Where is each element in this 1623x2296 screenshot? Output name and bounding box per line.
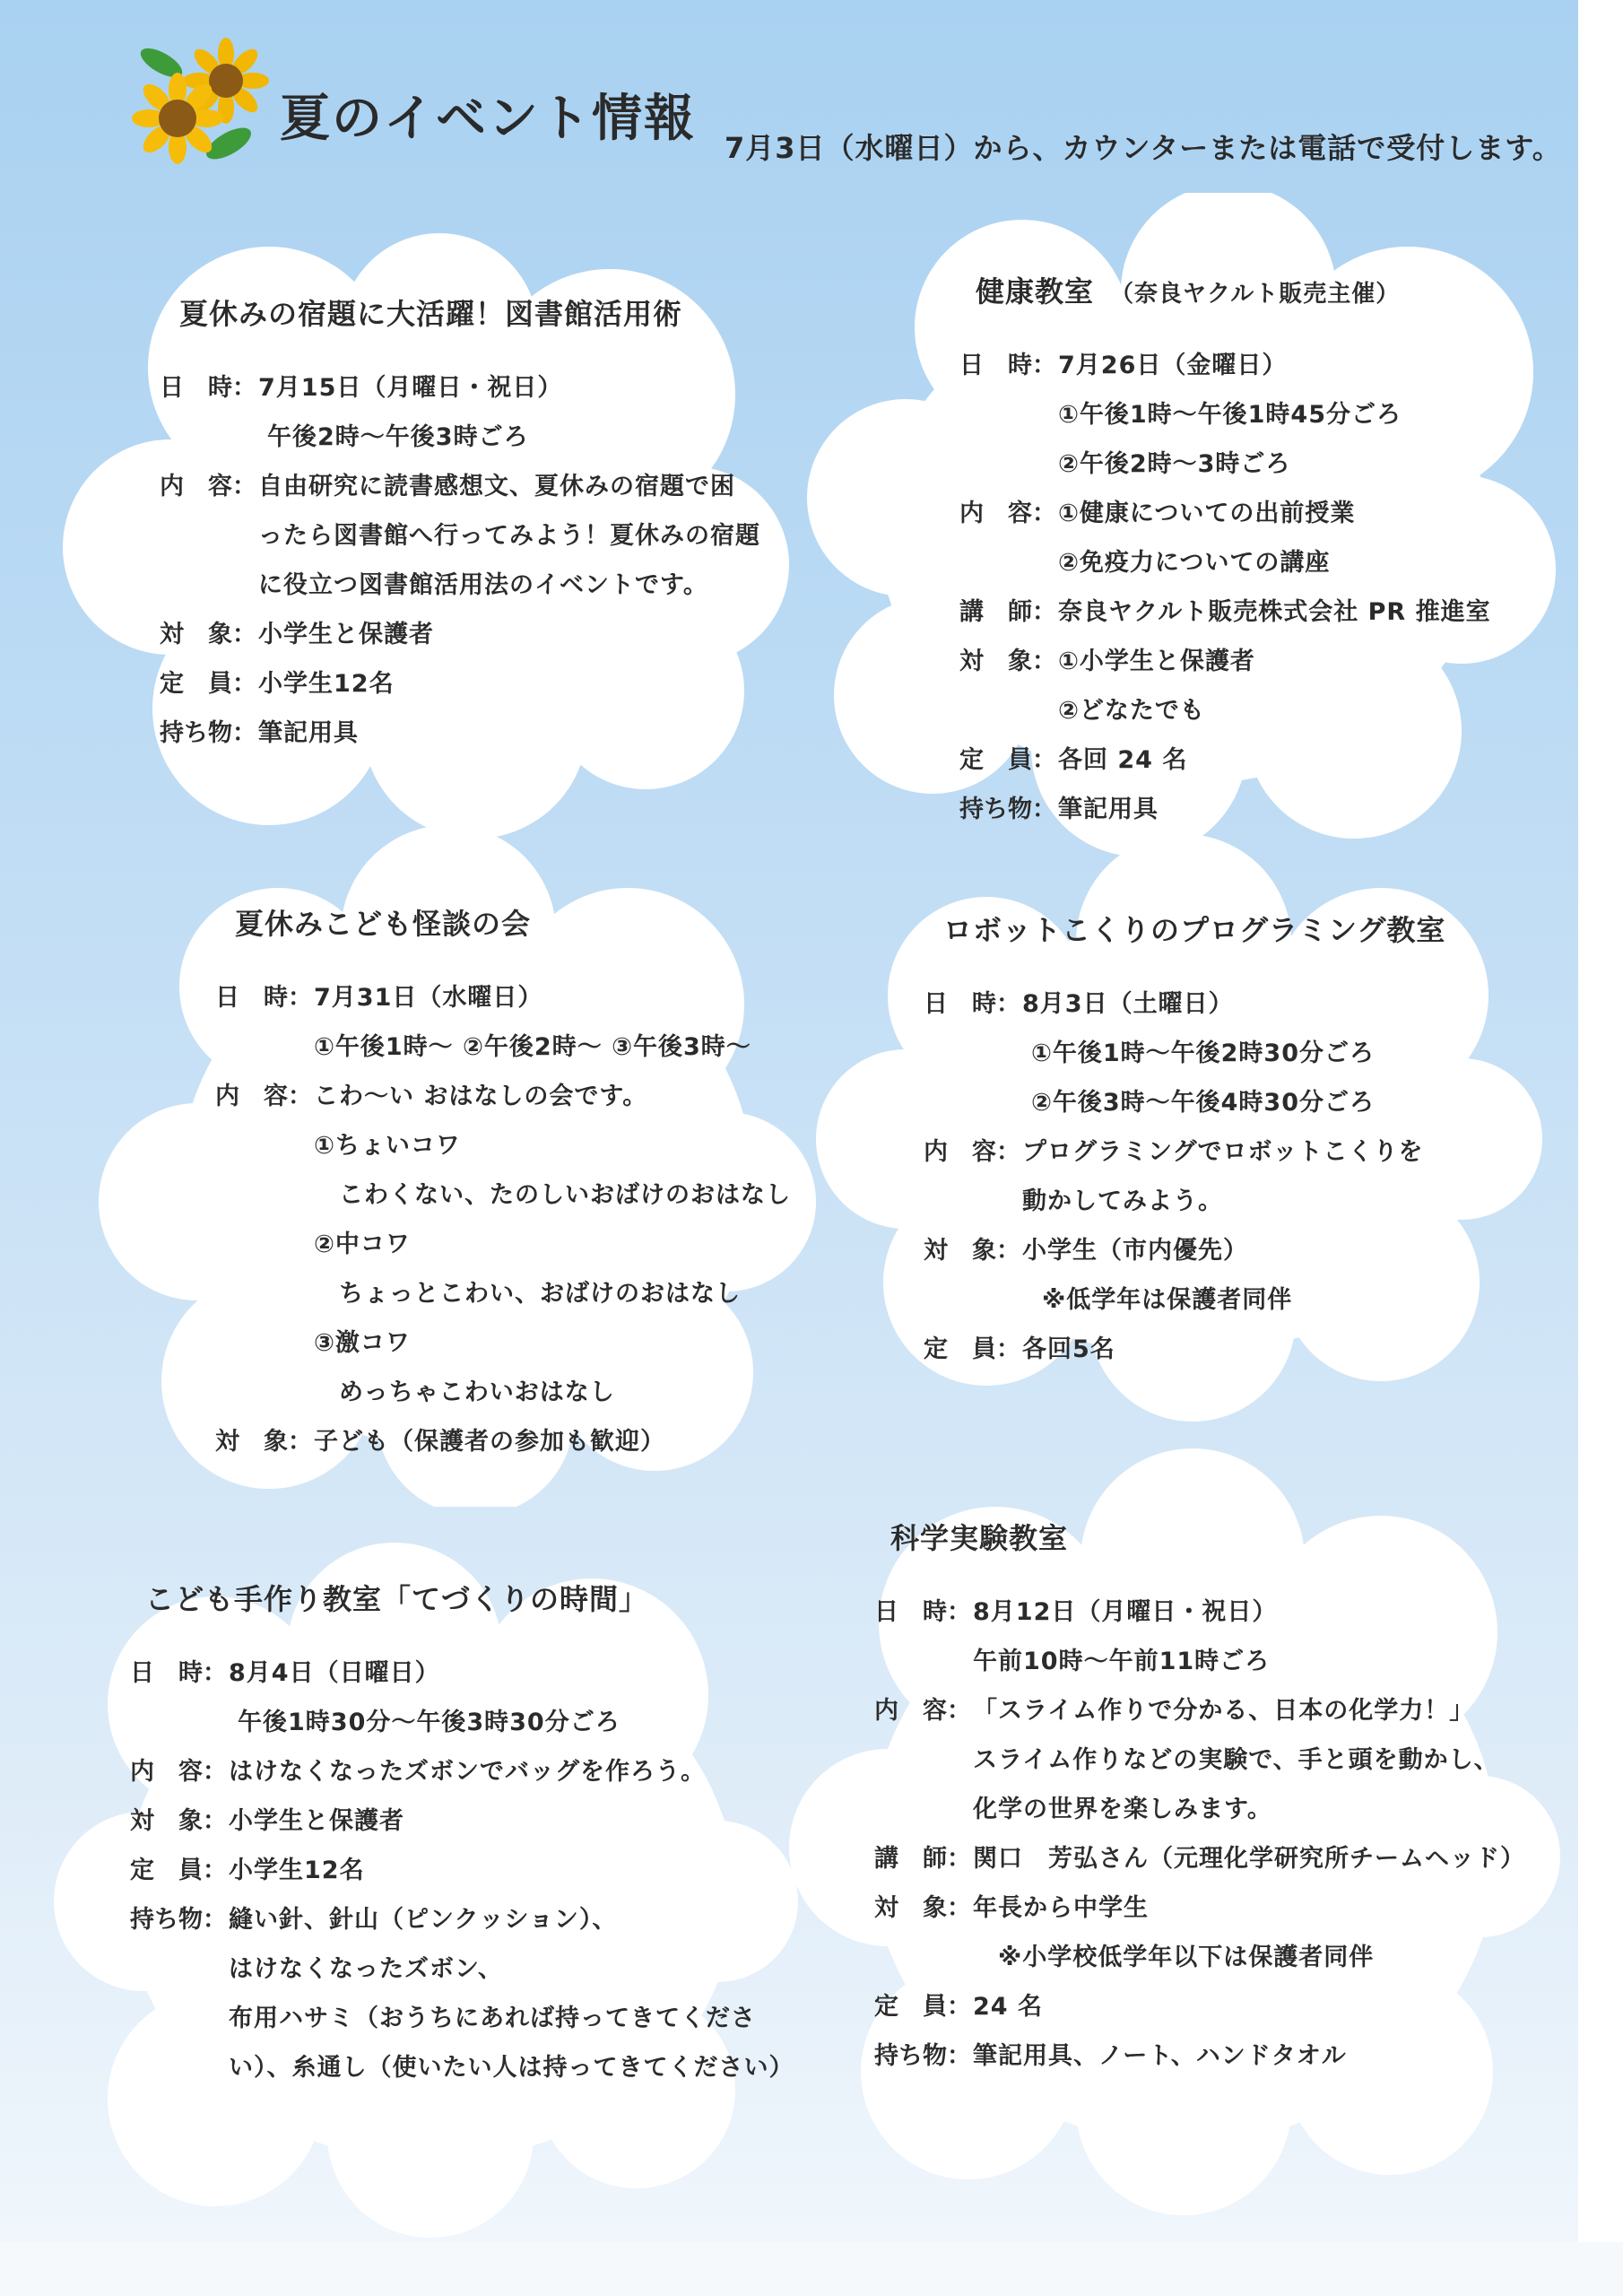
detail-text: 布用ハサミ（おうちにあれば持ってきてくださ [229,2005,756,2032]
detail-label: 定 員： [130,1857,227,1884]
event-title: こども手作り教室「てづくりの時間」 [145,1582,649,1616]
detail-text: い）、糸通し（使いたい人は持ってきてください） [229,2054,794,2082]
detail-label: 内 容： [924,1138,1020,1166]
detail-text: ①ちょいコワ [314,1132,461,1160]
event-detail-row [874,1987,1043,2022]
detail-text: 小学生12名 [258,670,395,698]
detail-text: ちょっとこわい、おばけのおはなし [314,1280,741,1308]
event-title: ロボットこくりのプログラミング教室 [943,913,1446,947]
detail-text: 8月12日（月曜日・祝日） [973,1598,1278,1626]
event-detail-row [874,1839,1525,1874]
detail-text: こわくない、たのしいおばけのおはなし [314,1181,791,1209]
event-detail-row [215,1323,411,1358]
event-detail-row [924,1083,1375,1118]
detail-text: ②午後2時～3時ごろ [1058,450,1291,478]
event-title: 夏休みこども怪談の会 [235,907,532,941]
event-detail-row [130,1702,621,1737]
event-detail-row [160,417,529,452]
detail-label: 持ち物： [160,719,256,747]
detail-label: 持ち物： [874,2042,971,2070]
detail-label: 定 員： [924,1335,1020,1363]
detail-text: ったら図書館へ行ってみよう！夏休みの宿題 [258,522,760,550]
detail-text: 奈良ヤクルト販売株式会社 PR 推進室 [1058,598,1491,626]
detail-label: 講 師： [959,598,1056,626]
detail-label: 対 象： [874,1894,971,1922]
event-detail-row [130,1900,617,1935]
event-detail-row [130,1653,440,1688]
event-detail-row [130,1801,404,1836]
sunflower-icon [126,36,278,174]
event-detail-row [215,1422,665,1457]
detail-text: めっちゃこわいおはなし [314,1378,615,1406]
event-detail-row [215,1224,411,1259]
detail-label: 定 員： [160,670,256,698]
detail-text: こわ～い おはなしの会です。 [314,1083,648,1110]
page-margin [1578,0,1623,2296]
detail-text: 各回5名 [1022,1335,1115,1363]
event-title: 健康教室 （奈良ヤクルト販売主催） [976,274,1401,309]
detail-label: 対 象： [215,1428,312,1456]
detail-text: 各回 24 名 [1058,746,1188,774]
detail-label: 内 容： [130,1758,227,1786]
detail-text: 年長から中学生 [973,1894,1149,1922]
detail-text: 筆記用具 [258,719,359,747]
event-detail-row [959,592,1491,627]
event-detail-row [959,395,1402,430]
detail-label: 日 時： [160,374,256,402]
event-detail-row [130,1998,756,2033]
detail-label: 日 時： [959,352,1056,379]
event-detail-row [959,740,1187,775]
event-detail-row [924,1132,1423,1167]
detail-label: 内 容： [215,1083,312,1110]
detail-text: 筆記用具、ノート、ハンドタオル [973,2042,1347,2070]
detail-text: 小学生と保護者 [258,621,434,648]
detail-text: 小学生12名 [229,1857,365,1884]
detail-label: 持ち物： [959,796,1056,823]
event-title: 科学実験教室 [890,1521,1069,1555]
detail-label: 内 容： [959,500,1056,527]
detail-text: ②免疫力についての講座 [1058,549,1331,577]
detail-text: 関口 芳弘さん（元理化学研究所チームヘッド） [973,1845,1525,1873]
event-detail-row [215,1027,751,1062]
detail-text: スライム作りなどの実験で、手と頭を動かし、 [973,1746,1499,1774]
detail-text: 8月4日（日曜日） [229,1659,440,1687]
detail-label: 日 時： [215,984,312,1012]
event-detail-row [874,1937,1374,1972]
page-title: 夏のイベント情報 [280,90,696,148]
detail-text: ※小学校低学年以下は保護者同伴 [973,1944,1375,1971]
event-detail-row [924,1231,1248,1265]
event-detail-row [215,978,542,1013]
detail-text: に役立つ図書館活用法のイベントです。 [258,571,708,599]
detail-label: 対 象： [130,1807,227,1835]
event-detail-row [215,1372,615,1407]
event-detail-row [959,789,1159,824]
detail-label: 対 象： [924,1237,1020,1265]
detail-text: ①午後1時～午後2時30分ごろ [1031,1039,1376,1067]
event-detail-row [215,1076,647,1111]
reception-notice: 7月3日（水曜日）から、カウンターまたは電話で受付します。 [725,131,1562,165]
detail-label: 日 時： [924,990,1020,1018]
event-detail-row [874,1641,1270,1676]
event-detail-row [959,345,1287,380]
detail-text: 午後2時～午後3時ごろ [267,423,529,451]
event-detail-row [874,2036,1347,2071]
event-detail-row [215,1175,791,1210]
event-detail-row [874,1691,1474,1726]
event-title: 夏休みの宿題に大活躍！図書館活用術 [179,297,683,331]
event-detail-row [160,565,708,600]
detail-text: 「スライム作りで分かる、日本の化学力！」 [973,1697,1475,1725]
detail-label: 講 師： [874,1845,971,1873]
detail-text: 動かしてみよう。 [1022,1187,1223,1215]
detail-label: 持ち物： [130,1906,227,1934]
detail-text: 小学生と保護者 [229,1807,404,1835]
detail-text: 8月3日（土曜日） [1022,990,1234,1018]
detail-text: 7月15日（月曜日・祝日） [258,374,563,402]
event-detail-row [215,1274,741,1309]
event-detail-row [160,713,359,748]
detail-label: 対 象： [959,648,1056,675]
event-detail-row [924,1181,1223,1216]
detail-text: ③激コワ [314,1329,411,1357]
event-detail-row [130,1752,706,1787]
event-detail-row [959,641,1255,676]
detail-text: ②中コワ [314,1231,411,1258]
detail-text: 縫い針、針山（ピンクッション）、 [229,1906,618,1934]
event-detail-row [959,493,1355,528]
detail-label: 定 員： [959,746,1056,774]
event-detail-row [160,664,395,699]
detail-text: 7月26日（金曜日） [1058,352,1288,379]
event-detail-row [924,1033,1375,1068]
event-detail-row [160,516,760,551]
event-detail-row [924,1280,1292,1315]
detail-label: 内 容： [160,473,256,500]
event-detail-row [160,368,562,403]
detail-text: ②どなたでも [1058,697,1205,725]
detail-text: 7月31日（水曜日） [314,984,543,1012]
event-detail-row [959,444,1290,479]
detail-text: 筆記用具 [1058,796,1159,823]
detail-text: 子ども（保護者の参加も歓迎） [314,1428,665,1456]
detail-text: はけなくなったズボン、 [229,1955,503,1983]
event-detail-row [130,1949,503,1984]
detail-text: ①午後1時～ ②午後2時～ ③午後3時～ [314,1033,751,1061]
detail-label: 対 象： [160,621,256,648]
detail-text: 化学の世界を楽しみます。 [973,1796,1272,1823]
detail-label: 定 員： [874,1993,971,2021]
detail-text: ①午後1時～午後1時45分ごろ [1058,401,1402,429]
event-detail-row [924,1329,1115,1364]
page-margin-bottom [0,2242,1623,2296]
detail-text: はけなくなったズボンでバッグを作ろう。 [229,1758,706,1786]
detail-text: 自由研究に読書感想文、夏休みの宿題で困 [258,473,735,500]
detail-label: 日 時： [874,1598,971,1626]
event-detail-row [959,543,1330,578]
event-detail-row [874,1740,1499,1775]
detail-text: ※低学年は保護者同伴 [1042,1286,1293,1314]
detail-text: 24 名 [973,1993,1043,2021]
event-detail-row [130,2048,794,2083]
event-detail-row [160,614,434,649]
detail-text: 午後1時30分～午後3時30分ごろ [238,1709,621,1736]
event-detail-row [130,1850,365,1885]
detail-text: 小学生（市内優先） [1022,1237,1248,1265]
detail-label: 日 時： [130,1659,227,1687]
detail-text: プログラミングでロボットこくりを [1022,1138,1424,1166]
detail-label: 内 容： [874,1697,971,1725]
event-detail-row [874,1888,1149,1923]
event-detail-row [160,466,735,501]
detail-text: ①小学生と保護者 [1058,648,1255,675]
detail-text: ②午後3時～午後4時30分ごろ [1031,1089,1376,1117]
cloud-e6 [789,1444,1560,2224]
event-detail-row [215,1126,461,1161]
event-detail-row [924,984,1234,1019]
detail-text: 午前10時～午前11時ごろ [973,1648,1271,1675]
event-detail-row [959,691,1205,726]
detail-text: ①健康についての出前授業 [1058,500,1356,527]
event-detail-row [874,1592,1277,1627]
event-detail-row [874,1789,1272,1824]
